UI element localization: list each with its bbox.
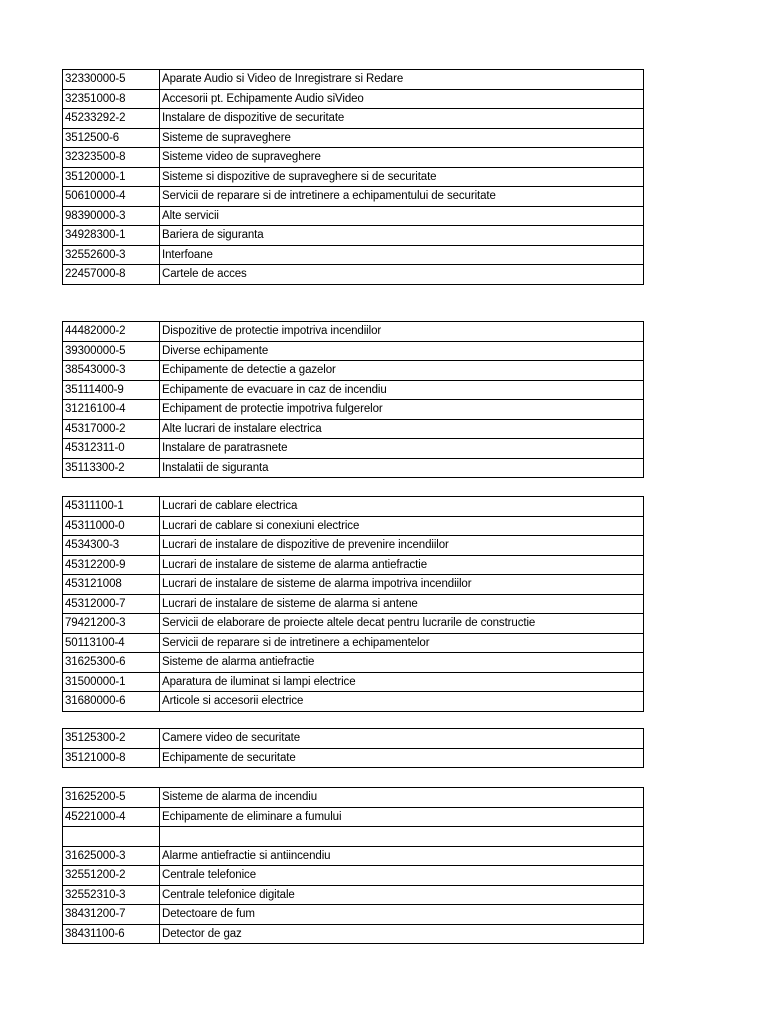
description-cell: Alarme antiefractie si antiincendiu xyxy=(160,846,644,866)
table-row xyxy=(63,594,644,614)
description-cell: Accesorii pt. Echipamente Audio siVideo xyxy=(160,89,644,109)
cpv-table-electrical-works xyxy=(62,496,644,712)
cpv-code-cell: 45312200-9 xyxy=(63,555,160,575)
cpv-table-video-security xyxy=(62,728,644,768)
table-row xyxy=(63,226,644,246)
description-cell: Sisteme si dispozitive de supraveghere si de securitate xyxy=(160,167,644,187)
table-row xyxy=(63,633,644,653)
cpv-table-security xyxy=(62,69,644,285)
description-cell: Instalare de paratrasnete xyxy=(160,439,644,459)
description-cell: Echipament de protectie impotriva fulgerelor xyxy=(160,400,644,420)
description-cell: Bariera de siguranta xyxy=(160,226,644,246)
table-row xyxy=(63,245,644,265)
table-row xyxy=(63,555,644,575)
cpv-code-cell: 45311100-1 xyxy=(63,497,160,517)
table-row xyxy=(63,866,644,886)
description-cell: Echipamente de evacuare in caz de incendiu xyxy=(160,380,644,400)
cpv-code-cell: 44482000-2 xyxy=(63,322,160,342)
table-row xyxy=(63,807,644,827)
cpv-code-cell: 31680000-6 xyxy=(63,692,160,712)
description-cell: Detectoare de fum xyxy=(160,905,644,925)
table-row xyxy=(63,885,644,905)
description-cell: Cartele de acces xyxy=(160,265,644,285)
description-cell: Aparatura de iluminat si lampi electrice xyxy=(160,672,644,692)
description-cell: Detector de gaz xyxy=(160,924,644,944)
cpv-code-cell: 453121008 xyxy=(63,575,160,595)
cpv-code-cell: 31625000-3 xyxy=(63,846,160,866)
table-row xyxy=(63,614,644,634)
cpv-code-cell: 50610000-4 xyxy=(63,187,160,207)
cpv-code-cell: 45311000-0 xyxy=(63,516,160,536)
cpv-code-cell: 32351000-8 xyxy=(63,89,160,109)
table-row xyxy=(63,748,644,768)
description-cell: Interfoane xyxy=(160,245,644,265)
description-cell: Alte lucrari de instalare electrica xyxy=(160,419,644,439)
description-cell: Sisteme de alarma de incendiu xyxy=(160,788,644,808)
description-cell: Instalatii de siguranta xyxy=(160,458,644,478)
description-cell: Servicii de reparare si de intretinere a echipamentului de securitate xyxy=(160,187,644,207)
cpv-code-cell: 35125300-2 xyxy=(63,729,160,749)
description-cell: Servicii de reparare si de intretinere a echipamentelor xyxy=(160,633,644,653)
table-row xyxy=(63,575,644,595)
cpv-code-cell: 98390000-3 xyxy=(63,206,160,226)
cpv-code-cell: 32323500-8 xyxy=(63,148,160,168)
table-row xyxy=(63,788,644,808)
cpv-code-cell: 32552310-3 xyxy=(63,885,160,905)
table-row xyxy=(63,167,644,187)
cpv-code-cell: 38543000-3 xyxy=(63,361,160,381)
description-cell: Centrale telefonice xyxy=(160,866,644,886)
description-cell: Servicii de elaborare de proiecte altele decat pentru lucrarile de constructie xyxy=(160,614,644,634)
table-row xyxy=(63,109,644,129)
table-row xyxy=(63,729,644,749)
cpv-code-cell: 45312000-7 xyxy=(63,594,160,614)
table-row xyxy=(63,89,644,109)
description-cell: Echipamente de securitate xyxy=(160,748,644,768)
cpv-code-cell: 35121000-8 xyxy=(63,748,160,768)
description-cell: Echipamente de eliminare a fumului xyxy=(160,807,644,827)
table-row xyxy=(63,924,644,944)
table-row xyxy=(63,148,644,168)
table-row xyxy=(63,341,644,361)
cpv-code-cell: 35113300-2 xyxy=(63,458,160,478)
table-row xyxy=(63,439,644,459)
table-row xyxy=(63,187,644,207)
cpv-code-cell: 39300000-5 xyxy=(63,341,160,361)
table-row xyxy=(63,672,644,692)
cpv-code-cell: 22457000-8 xyxy=(63,265,160,285)
table-row xyxy=(63,322,644,342)
table-row xyxy=(63,905,644,925)
cpv-code-cell: 31500000-1 xyxy=(63,672,160,692)
description-cell: Lucrari de cablare electrica xyxy=(160,497,644,517)
cpv-code-cell: 32330000-5 xyxy=(63,70,160,90)
cpv-code-cell: 34928300-1 xyxy=(63,226,160,246)
cpv-code-cell: 31216100-4 xyxy=(63,400,160,420)
description-cell: Alte servicii xyxy=(160,206,644,226)
cpv-table-fire-protection xyxy=(62,321,644,478)
cpv-code-cell: 45317000-2 xyxy=(63,419,160,439)
cpv-code-cell: 3512500-6 xyxy=(63,128,160,148)
table-row xyxy=(63,400,644,420)
description-cell: Dispozitive de protectie impotriva incendiilor xyxy=(160,322,644,342)
description-cell: Sisteme video de supraveghere xyxy=(160,148,644,168)
description-cell: Articole si accesorii electrice xyxy=(160,692,644,712)
description-cell: Sisteme de alarma antiefractie xyxy=(160,653,644,673)
table-row xyxy=(63,206,644,226)
description-cell: Diverse echipamente xyxy=(160,341,644,361)
cpv-code-cell: 35120000-1 xyxy=(63,167,160,187)
cpv-code-cell: 38431100-6 xyxy=(63,924,160,944)
description-cell: Lucrari de instalare de sisteme de alarma antiefractie xyxy=(160,555,644,575)
description-cell: Echipamente de detectie a gazelor xyxy=(160,361,644,381)
cpv-code-cell: 45312311-0 xyxy=(63,439,160,459)
description-cell: Centrale telefonice digitale xyxy=(160,885,644,905)
table-row xyxy=(63,419,644,439)
table-row xyxy=(63,70,644,90)
cpv-code-cell: 4534300-3 xyxy=(63,536,160,556)
table-row xyxy=(63,536,644,556)
description-cell: Sisteme de supraveghere xyxy=(160,128,644,148)
cpv-code-cell xyxy=(63,827,160,847)
cpv-code-cell: 32552600-3 xyxy=(63,245,160,265)
description-cell: Lucrari de cablare si conexiuni electrice xyxy=(160,516,644,536)
description-cell: Lucrari de instalare de sisteme de alarma si antene xyxy=(160,594,644,614)
table-row xyxy=(63,653,644,673)
table-row xyxy=(63,497,644,517)
table-row xyxy=(63,458,644,478)
table-row xyxy=(63,380,644,400)
description-cell: Instalare de dispozitive de securitate xyxy=(160,109,644,129)
description-cell: Lucrari de instalare de dispozitive de prevenire incendiilor xyxy=(160,536,644,556)
cpv-code-cell: 38431200-7 xyxy=(63,905,160,925)
cpv-code-cell: 32551200-2 xyxy=(63,866,160,886)
description-cell: Camere video de securitate xyxy=(160,729,644,749)
table-row xyxy=(63,692,644,712)
cpv-code-cell: 45221000-4 xyxy=(63,807,160,827)
cpv-code-cell: 50113100-4 xyxy=(63,633,160,653)
table-row xyxy=(63,516,644,536)
cpv-code-cell: 31625200-5 xyxy=(63,788,160,808)
cpv-code-cell: 31625300-6 xyxy=(63,653,160,673)
table-row xyxy=(63,361,644,381)
table-row xyxy=(63,128,644,148)
cpv-table-alarms-telephony xyxy=(62,787,644,944)
description-cell: Lucrari de instalare de sisteme de alarma impotriva incendiilor xyxy=(160,575,644,595)
table-row xyxy=(63,265,644,285)
cpv-code-cell: 45233292-2 xyxy=(63,109,160,129)
table-row xyxy=(63,846,644,866)
cpv-code-cell: 79421200-3 xyxy=(63,614,160,634)
table-row xyxy=(63,827,644,847)
description-cell xyxy=(160,827,644,847)
cpv-code-cell: 35111400-9 xyxy=(63,380,160,400)
description-cell: Aparate Audio si Video de Inregistrare si Redare xyxy=(160,70,644,90)
